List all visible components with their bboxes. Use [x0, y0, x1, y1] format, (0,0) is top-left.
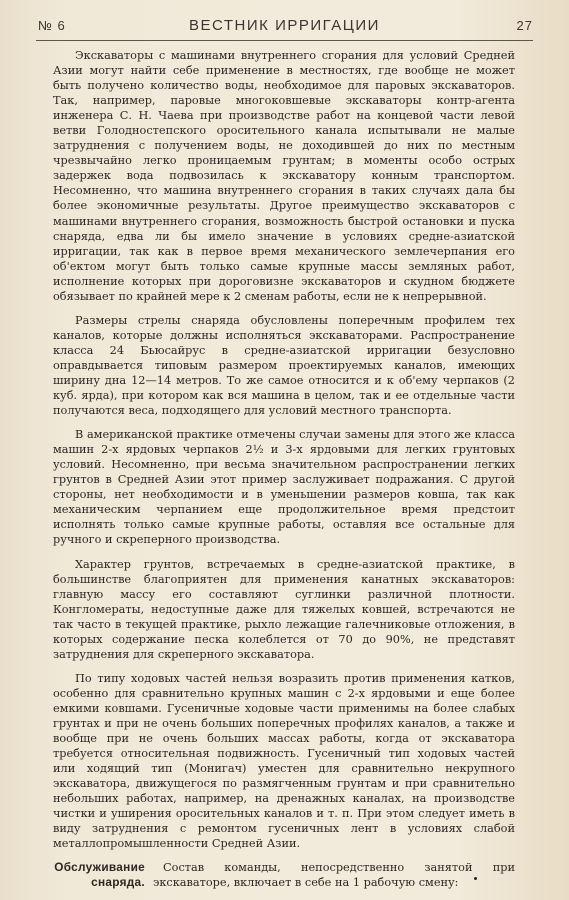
paragraph-1: Экскаваторы с машинами внутреннего сгорания для условий Средней Азии могут найти себе применение в местностях, где вообще не может быть получено количество воды, необходимое для паровых экскаваторов. Так, например, паровые многоковшевые экскаваторы контр-агента инженера С. Н. Чаева при производстве работ на концевой части левой ветви Голодностепского оросительного канала испытывали не малые затруднения с получением воды, не доходившей до них по местным чрезвычайно легко проницаемым грунтам; в моменты особо острых задержек вода подвозилась к экскаватору конным транспортом. Несомненно, что машина внутреннего сгорания в таких случаях дала бы более экономичные результаты. Другое преимущество экскаваторов с машинами внутреннего сгорания, возможность быстрой остановки и пуска снаряда, едва ли бы имело значение в условиях средне-азиатской ирригации, так как в первое время механического землечерпания его об'ектом могут быть только самые крупные массы земляных работ, исполнение которых при дороговизне экскаваторов и скудном бюджете обязывает по крайней мере к 2 сменам работы, если не к непрерывной. [53, 49, 515, 303]
section-text: Состав команды, непосредственно занятой при экскаваторе, включает в себе на 1 рабочую смену: [153, 861, 515, 890]
header-rule [36, 40, 533, 41]
section-heading: Обслуживание снаряда. [54, 860, 145, 890]
page-number: 27 [516, 18, 533, 33]
journal-title: ВЕСТНИК ИРРИГАЦИИ [189, 17, 380, 34]
ink-speck [474, 877, 477, 880]
paragraph-4: Характер грунтов, встречаемых в средне-азиатской практике, в большинстве благоприятен для применения канатных экскаваторов: главную массу его составляют суглинки различной плотности. Конгломераты, недоступные даже для тяжелых ковшей, встречаются не так часто в текущей практике, рыхло лежащие галечниковые отложения, в которых содержание песка колеблется от 70 до 90%, не представят затруднения для скреперного экскаватора. [53, 557, 515, 661]
paragraph-5: По типу ходовых частей нельзя возразить против применения катков, особенно для сравнительно крупных машин с 2-х ярдовыми и еще более емкими ковшами. Гусеничные ходовые части применимы на более слабых грунтах и при не очень больших поперечных профилях каналов, а также и вообще при не очень больших массах работы, когда от экскаватора требуется относительная подвижность. Гусеничный тип ходовых частей или ходящий тип (Монигач) уместен для сравнительно некрупного экскаватора, движущегося по размягченным грунтам и при сравнительно небольших работах, например, на дренажных каналах, на производстве чистки и уширения оросительных каналов и т. п. При этом следует иметь в виду затруднения с ремонтом гусеничных лент в условиях слабой металлопромышленности Средней Азии. [53, 671, 515, 851]
article-body [53, 48, 515, 890]
running-header [36, 14, 533, 38]
paragraph-3: В американской практике отмечены случаи замены для этого же класса машин 2-х ярдовых черпаков 2½ и 3-х ярдовыми для легких грунтовых условий. Несомненно, при весьма значительном распространении легких грунтов в Средней Азии этот пример заслуживает подражания. С другой стороны, нет необходимости и в уменьшении размеров ковша, так как механическим черпанием еще продолжительное время предстоит исполнять только самые крупные работы, оставляя все остальные для ручного и скреперного производства. [53, 428, 515, 547]
section-block [53, 860, 515, 890]
paragraph-2: Размеры стрелы снаряда обусловлены поперечным профилем тех каналов, которые должны исполняться экскаваторами. Распространение класса 24 Бьюсайрус в средне-азиатской ирригации безусловно оправдывается типовым размером проектируемых каналов, имеющих ширину дна 12—14 метров. То же самое относится и к об'ему черпаков (2 куб. ярда), при котором как вся машина в целом, так и ее отдельные части получаются веса, подходящего для условий местного транспорта. [53, 313, 515, 418]
issue-number: № 6 [38, 18, 66, 33]
